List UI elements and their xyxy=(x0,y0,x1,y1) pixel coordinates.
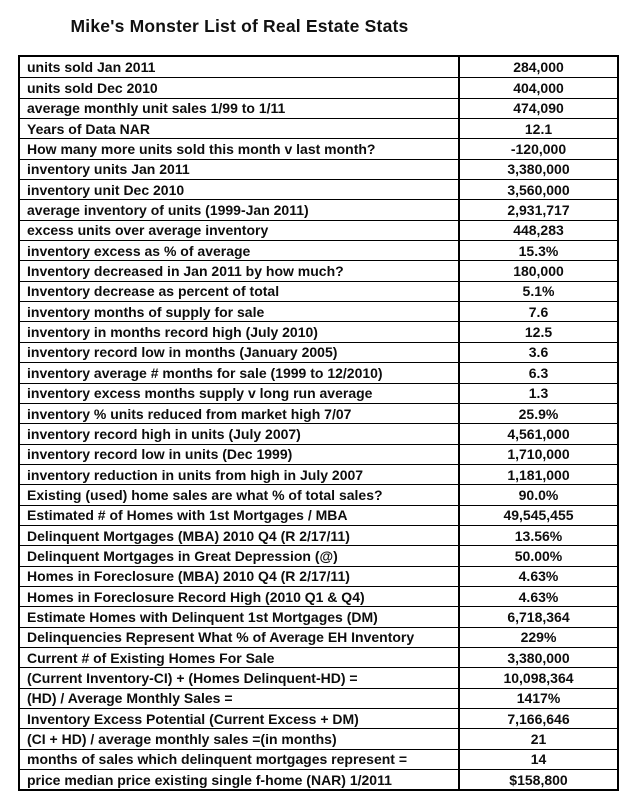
table-row xyxy=(20,505,617,525)
stat-value: 21 xyxy=(530,731,547,748)
table-row xyxy=(20,545,617,565)
table-row xyxy=(20,525,617,545)
table-row xyxy=(20,118,617,138)
stat-label: Delinquencies Represent What % of Average EH Inventory xyxy=(20,628,460,647)
table-row xyxy=(20,321,617,341)
stat-label: How many more units sold this month v last month? xyxy=(20,139,460,158)
table-row xyxy=(20,240,617,260)
stat-label: inventory record low in units (Dec 1999) xyxy=(20,445,460,464)
stat-label: Estimate Homes with Delinquent 1st Mortgages (DM) xyxy=(20,607,460,626)
stat-label: months of sales which delinquent mortgages represent = xyxy=(20,750,460,769)
table-row xyxy=(20,606,617,626)
stat-label: inventory reduction in units from high in July 2007 xyxy=(20,465,460,484)
stat-label: Inventory Excess Potential (Current Excess + DM) xyxy=(20,709,460,728)
stat-label: units sold Jan 2011 xyxy=(20,57,460,77)
stat-value: -120,000 xyxy=(510,141,567,158)
stat-label: inventory % units reduced from market high 7/07 xyxy=(20,404,460,423)
stat-label: inventory units Jan 2011 xyxy=(20,160,460,179)
stat-label: (Current Inventory-CI) + (Homes Delinquent-HD) = xyxy=(20,668,460,687)
stat-value: 15.3% xyxy=(518,242,559,259)
stat-value: 4.63% xyxy=(518,588,559,605)
table-row xyxy=(20,301,617,321)
stat-label: Delinquent Mortgages in Great Depression (@) xyxy=(20,546,460,565)
table-row xyxy=(20,281,617,301)
stat-value: 3,380,000 xyxy=(507,161,570,178)
stat-label: inventory months of supply for sale xyxy=(20,302,460,321)
stat-label: Current # of Existing Homes For Sale xyxy=(20,648,460,667)
stat-value: 180,000 xyxy=(513,263,564,280)
table-row xyxy=(20,362,617,382)
table-row xyxy=(20,647,617,667)
stat-value: 4,561,000 xyxy=(507,425,570,442)
stats-table xyxy=(18,55,619,791)
table-row xyxy=(20,98,617,118)
stat-value: 5.1% xyxy=(522,283,555,300)
table-row xyxy=(20,464,617,484)
stat-value: 10,098,364 xyxy=(503,669,574,686)
stat-label: units sold Dec 2010 xyxy=(20,78,460,97)
stat-label: Estimated # of Homes with 1st Mortgages / MBA xyxy=(20,506,460,525)
stat-label: inventory average # months for sale (1999 to 12/2010) xyxy=(20,363,460,382)
stat-value: 1.3 xyxy=(528,385,549,402)
stat-value: 90.0% xyxy=(518,486,559,503)
table-row xyxy=(20,708,617,728)
table-row xyxy=(20,57,617,77)
table-row xyxy=(20,342,617,362)
stat-label: (HD) / Average Monthly Sales = xyxy=(20,689,460,708)
stat-value: 25.9% xyxy=(518,405,559,422)
stat-value: 448,283 xyxy=(513,222,564,239)
table-row xyxy=(20,484,617,504)
table-row xyxy=(20,667,617,687)
table-row xyxy=(20,159,617,179)
stat-value: 6,718,364 xyxy=(507,608,570,625)
stat-value: 12.5 xyxy=(524,324,553,341)
stat-label: price median price existing single f-home (NAR) 1/2011 xyxy=(20,770,460,789)
stat-value: 229% xyxy=(520,629,557,646)
stat-value: 6.3 xyxy=(528,364,549,381)
stat-value: 14 xyxy=(530,751,547,768)
stat-label: average inventory of units (1999-Jan 2011) xyxy=(20,200,460,219)
stat-value: 7,166,646 xyxy=(507,710,570,727)
table-row xyxy=(20,260,617,280)
stat-label: Homes in Foreclosure Record High (2010 Q1 & Q4) xyxy=(20,587,460,606)
table-row xyxy=(20,769,617,789)
stat-label: inventory in months record high (July 2010) xyxy=(20,322,460,341)
stat-value: 1,181,000 xyxy=(507,466,570,483)
table-row xyxy=(20,423,617,443)
stat-value: 49,545,455 xyxy=(503,507,574,524)
stat-label: Inventory decreased in Jan 2011 by how much? xyxy=(20,261,460,280)
table-row xyxy=(20,77,617,97)
stat-label: inventory record low in months (January 2005) xyxy=(20,343,460,362)
stat-value: 1417% xyxy=(516,690,561,707)
page-title: Mike's Monster List of Real Estate Stats xyxy=(70,16,409,36)
stat-label: excess units over average inventory xyxy=(20,221,460,240)
stat-label: inventory record high in units (July 2007) xyxy=(20,424,460,443)
stat-value: 284,000 xyxy=(513,59,564,76)
stat-value: 3,560,000 xyxy=(507,181,570,198)
table-row xyxy=(20,728,617,748)
table-row xyxy=(20,749,617,769)
stat-value: 2,931,717 xyxy=(507,202,570,219)
stat-label: inventory excess months supply v long run average xyxy=(20,384,460,403)
table-row xyxy=(20,138,617,158)
stat-label: Years of Data NAR xyxy=(20,119,460,138)
stat-label: Existing (used) home sales are what % of total sales? xyxy=(20,485,460,504)
stat-value: 4.63% xyxy=(518,568,559,585)
stat-value: 50.00% xyxy=(514,547,563,564)
stat-value: 7.6 xyxy=(528,303,549,320)
table-row xyxy=(20,403,617,423)
stat-label: inventory excess as % of average xyxy=(20,241,460,260)
stat-label: Homes in Foreclosure (MBA) 2010 Q4 (R 2/17/11) xyxy=(20,567,460,586)
stat-value: 13.56% xyxy=(514,527,563,544)
stat-label: Inventory decrease as percent of total xyxy=(20,282,460,301)
stat-value: 404,000 xyxy=(513,80,564,97)
stat-label: (CI + HD) / average monthly sales =(in months) xyxy=(20,729,460,748)
stat-value: 3,380,000 xyxy=(507,649,570,666)
stat-value: 474,090 xyxy=(513,100,564,117)
table-row xyxy=(20,586,617,606)
table-row xyxy=(20,444,617,464)
table-row xyxy=(20,688,617,708)
stat-label: inventory unit Dec 2010 xyxy=(20,180,460,199)
stat-value: 12.1 xyxy=(524,120,553,137)
stat-value: 3.6 xyxy=(528,344,549,361)
stat-label: average monthly unit sales 1/99 to 1/11 xyxy=(20,99,460,118)
table-row xyxy=(20,220,617,240)
table-row xyxy=(20,383,617,403)
stat-value: $158,800 xyxy=(509,771,568,788)
table-row xyxy=(20,179,617,199)
table-row xyxy=(20,627,617,647)
table-row xyxy=(20,199,617,219)
table-row xyxy=(20,566,617,586)
stat-label: Delinquent Mortgages (MBA) 2010 Q4 (R 2/17/11) xyxy=(20,526,460,545)
stat-value: 1,710,000 xyxy=(507,446,570,463)
